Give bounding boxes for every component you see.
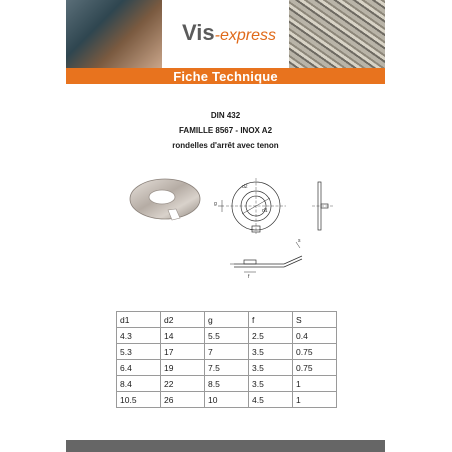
- table-cell: 26: [161, 392, 205, 408]
- table-cell: 2.5: [249, 328, 293, 344]
- table-cell: 14: [161, 328, 205, 344]
- table-cell: 10.5: [117, 392, 161, 408]
- table-cell: 10: [205, 392, 249, 408]
- washer-tab-detail: [228, 234, 310, 280]
- label-g: g: [214, 201, 217, 207]
- table-cell: 5.3: [117, 344, 161, 360]
- logo-vis: Vis: [182, 20, 215, 45]
- header-photo-screws: [289, 0, 385, 68]
- table-header-row: [117, 312, 337, 328]
- table-cell: 3.5: [249, 360, 293, 376]
- table-cell: 7.5: [205, 360, 249, 376]
- family-title: FAMILLE 8567 - INOX A2: [178, 126, 273, 135]
- table-cell: 4.5: [249, 392, 293, 408]
- header-cell: S: [293, 312, 337, 328]
- table-cell: 8.4: [117, 376, 161, 392]
- logo[interactable]: [182, 20, 276, 46]
- header-photo-hands-tools: [66, 0, 162, 68]
- table-cell: 1: [293, 392, 337, 408]
- table-cell: 3.5: [249, 344, 293, 360]
- table-cell: 3.5: [249, 376, 293, 392]
- table-cell: 4.3: [117, 328, 161, 344]
- table-cell: 0.75: [293, 344, 337, 360]
- table-row: [117, 344, 337, 360]
- table-cell: 19: [161, 360, 205, 376]
- table-cell: 22: [161, 376, 205, 392]
- logo-express: express: [219, 27, 276, 44]
- header-cell: d1: [117, 312, 161, 328]
- label-f: f: [248, 274, 250, 280]
- footer-bar: [66, 440, 385, 452]
- header: [66, 0, 385, 68]
- spec-table: [116, 311, 337, 408]
- banner-title: Fiche Technique: [173, 69, 278, 84]
- table-row: [117, 392, 337, 408]
- washer-photo: [128, 176, 202, 222]
- table-cell: 0.75: [293, 360, 337, 376]
- table-cell: 8.5: [205, 376, 249, 392]
- washer-front-view: [212, 174, 292, 238]
- description-title: rondelles d'arrêt avec tenon: [172, 141, 279, 150]
- table-row: [117, 328, 337, 344]
- logo-dash: -: [214, 27, 220, 44]
- table-cell: 0.4: [293, 328, 337, 344]
- label-d1: d1: [262, 208, 268, 214]
- table-cell: 7: [205, 344, 249, 360]
- table-row: [117, 360, 337, 376]
- washer-side-view: [312, 180, 334, 234]
- banner: [66, 68, 385, 84]
- table-cell: 1: [293, 376, 337, 392]
- label-s: s: [298, 238, 301, 244]
- table-row: [117, 376, 337, 392]
- table-cell: 6.4: [117, 360, 161, 376]
- label-d2: d2: [242, 184, 248, 190]
- table-cell: 17: [161, 344, 205, 360]
- header-cell: g: [205, 312, 249, 328]
- product-titles: [66, 108, 385, 153]
- header-cell: d2: [161, 312, 205, 328]
- standard-title: DIN 432: [210, 111, 241, 120]
- header-cell: f: [249, 312, 293, 328]
- table-cell: 5.5: [205, 328, 249, 344]
